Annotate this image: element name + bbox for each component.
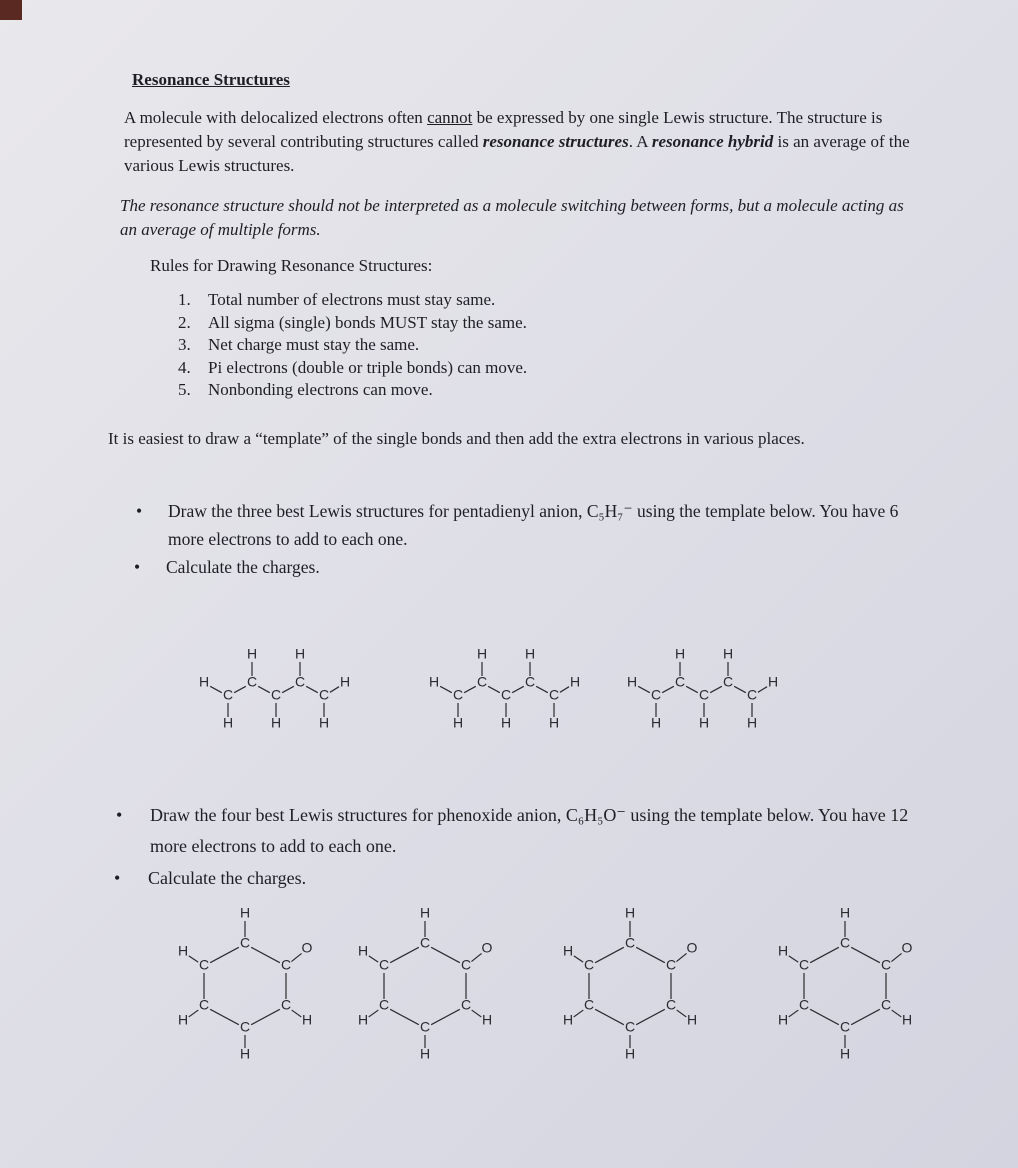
carbon-atom: C: [280, 956, 292, 973]
carbon-atom: C: [583, 956, 595, 973]
bond-line: [390, 947, 419, 962]
hydrogen-atom: H: [624, 1045, 636, 1062]
phenoxide-instruction: [116, 800, 930, 862]
intro-underlined-word: cannot: [427, 108, 473, 127]
italic-note: The resonance structure should not be interpreted as a molecule switching between forms, but a molecule acting as an average of multiple forms.: [120, 196, 904, 239]
oxygen-atom: O: [481, 939, 493, 956]
bond-line: [758, 687, 767, 693]
bond-line: [390, 1009, 419, 1024]
hydrogen-atom: H: [419, 904, 431, 921]
carbon-atom: C: [378, 996, 390, 1013]
hydrogen-atom: H: [294, 645, 306, 662]
intro-text: A molecule with delocalized electrons often: [124, 108, 428, 127]
hydrogen-atom: H: [624, 904, 636, 921]
intro-text: be expressed by one single Lewis structure. The structure is represented by several contributing structures called: [124, 108, 883, 151]
bond-line: [292, 1010, 302, 1017]
carbon-atom: C: [839, 1018, 851, 1035]
carbon-atom: C: [222, 686, 234, 703]
bond-line: [369, 956, 378, 962]
bond-line: [810, 947, 839, 962]
pentadienyl-template-3: [618, 645, 788, 735]
bond-line: [891, 953, 901, 961]
instruction-text: Calculate the charges.: [166, 557, 320, 577]
hydrogen-atom: H: [476, 645, 488, 662]
bond-line: [234, 686, 246, 692]
hydrogen-atom: H: [339, 673, 351, 690]
bond-line: [431, 947, 460, 962]
hydrogen-atom: H: [246, 645, 258, 662]
rule-number: 4.: [178, 357, 191, 377]
carbon-atom: C: [674, 673, 686, 690]
rule-text: Total number of electrons must stay same.: [208, 290, 496, 309]
bond-line: [189, 1010, 199, 1017]
oxygen-atom: O: [901, 939, 913, 956]
carbon-atom: C: [239, 934, 251, 951]
carbon-atom: C: [839, 934, 851, 951]
instruction-text: Draw the four best Lewis structures for phenoxide anion, C₆H₅O⁻ using the template below. You have 12 more electrons to add to each one.: [150, 805, 909, 856]
bond-line: [258, 686, 270, 692]
rule-text: Nonbonding electrons can move.: [208, 380, 433, 399]
term-resonance-hybrid: resonance hybrid: [651, 132, 774, 151]
hydrogen-atom: H: [177, 1011, 189, 1028]
bullet-dot: •: [114, 868, 121, 888]
bond-line: [306, 686, 318, 692]
hydrogen-atom: H: [239, 1045, 251, 1062]
bond-line: [369, 1010, 379, 1017]
hydrogen-atom: H: [562, 942, 574, 959]
bond-line: [251, 947, 280, 962]
carbon-atom: C: [665, 956, 677, 973]
bond-line: [574, 1010, 584, 1017]
bond-line: [676, 953, 686, 961]
bond-line: [210, 1009, 239, 1024]
pentadienyl-template-1: [190, 645, 360, 735]
instruction-text: Draw the three best Lewis structures for pentadienyl anion, C₅H₇⁻ using the template below. You have 6 more electrons to add to each one.: [168, 501, 899, 549]
carbon-atom: C: [318, 686, 330, 703]
oxygen-atom: O: [686, 939, 698, 956]
carbon-atom: C: [419, 1018, 431, 1035]
carbon-atom: C: [500, 686, 512, 703]
bond-line: [431, 1009, 460, 1024]
carbon-atom: C: [280, 996, 292, 1013]
hydrogen-atom: H: [901, 1011, 913, 1028]
bond-line: [251, 1009, 280, 1024]
oxygen-atom: O: [301, 939, 313, 956]
photo-corner: [0, 0, 22, 20]
bond-line: [892, 1010, 902, 1017]
hydrogen-atom: H: [357, 942, 369, 959]
pentadienyl-charges: [134, 553, 320, 581]
bond-line: [210, 947, 239, 962]
rule-number: 2.: [178, 312, 191, 332]
bond-line: [560, 687, 569, 693]
bond-line: [595, 1009, 624, 1024]
hydrogen-atom: H: [500, 714, 512, 731]
hydrogen-atom: H: [481, 1011, 493, 1028]
bond-line: [536, 686, 548, 692]
rule-item: [178, 334, 527, 357]
carbon-atom: C: [880, 996, 892, 1013]
rule-item: [178, 357, 527, 380]
hydrogen-atom: H: [767, 673, 779, 690]
rules-list: [178, 289, 527, 402]
carbon-atom: C: [378, 956, 390, 973]
hydrogen-atom: H: [626, 673, 638, 690]
bond-line: [210, 686, 222, 692]
carbon-atom: C: [722, 673, 734, 690]
bond-line: [677, 1010, 687, 1017]
instruction-text: Calculate the charges.: [148, 868, 307, 888]
bond-line: [810, 1009, 839, 1024]
phenoxide-charges: [114, 864, 307, 892]
bond-line: [440, 686, 452, 692]
hydrogen-atom: H: [777, 942, 789, 959]
hydrogen-atom: H: [270, 714, 282, 731]
intro-text: is an average of the various Lewis structures.: [124, 132, 910, 175]
hydrogen-atom: H: [452, 714, 464, 731]
bond-line: [636, 1009, 665, 1024]
phenoxide-template-3: [555, 902, 705, 1067]
bullet-dot: •: [134, 557, 141, 577]
page-title: Resonance Structures: [132, 70, 290, 89]
phenoxide-template-4: [770, 902, 920, 1067]
bond-line: [472, 1010, 482, 1017]
carbon-atom: C: [294, 673, 306, 690]
rules-heading: Rules for Drawing Resonance Structures:: [150, 256, 433, 275]
carbon-atom: C: [246, 673, 258, 690]
bond-line: [512, 686, 524, 692]
carbon-atom: C: [798, 996, 810, 1013]
hydrogen-atom: H: [777, 1011, 789, 1028]
rule-text: Pi electrons (double or triple bonds) can move.: [208, 357, 528, 377]
bond-line: [734, 686, 746, 692]
rule-text: Net charge must stay the same.: [208, 335, 420, 354]
carbon-atom: C: [624, 1018, 636, 1035]
bond-line: [710, 686, 722, 692]
rule-item: [178, 312, 527, 335]
bond-line: [789, 956, 798, 962]
hydrogen-atom: H: [222, 714, 234, 731]
carbon-atom: C: [198, 996, 210, 1013]
carbon-atom: C: [198, 956, 210, 973]
pentadienyl-template-2: [420, 645, 590, 735]
hydrogen-atom: H: [524, 645, 536, 662]
bond-line: [471, 953, 481, 961]
carbon-atom: C: [650, 686, 662, 703]
hydrogen-atom: H: [301, 1011, 313, 1028]
hydrogen-atom: H: [722, 645, 734, 662]
intro-text: . A: [628, 132, 652, 151]
rule-number: 1.: [178, 290, 191, 309]
hydrogen-atom: H: [686, 1011, 698, 1028]
bond-line: [330, 687, 339, 693]
hydrogen-atom: H: [548, 714, 560, 731]
template-note: It is easiest to draw a “template” of the single bonds and then add the extra electrons in various places.: [108, 429, 805, 448]
carbon-atom: C: [880, 956, 892, 973]
phenoxide-template-1: [170, 902, 320, 1067]
hydrogen-atom: H: [239, 904, 251, 921]
hydrogen-atom: H: [357, 1011, 369, 1028]
rule-number: 3.: [178, 335, 191, 354]
hydrogen-atom: H: [177, 942, 189, 959]
bond-line: [851, 947, 880, 962]
bond-line: [686, 686, 698, 692]
carbon-atom: C: [452, 686, 464, 703]
carbon-atom: C: [460, 956, 472, 973]
carbon-atom: C: [698, 686, 710, 703]
hydrogen-atom: H: [674, 645, 686, 662]
hydrogen-atom: H: [839, 904, 851, 921]
rule-item: [178, 289, 527, 312]
bond-line: [282, 686, 294, 692]
bond-line: [595, 947, 624, 962]
bullet-dot: •: [136, 501, 143, 521]
hydrogen-atom: H: [569, 673, 581, 690]
hydrogen-atom: H: [698, 714, 710, 731]
bond-line: [574, 956, 583, 962]
term-resonance-structures: resonance structures: [482, 132, 629, 151]
bullet-dot: •: [116, 805, 123, 825]
bond-line: [662, 686, 674, 692]
bond-line: [851, 1009, 880, 1024]
rule-text: All sigma (single) bonds MUST stay the same.: [208, 312, 527, 332]
bond-line: [291, 953, 301, 961]
bond-line: [789, 1010, 799, 1017]
carbon-atom: C: [548, 686, 560, 703]
rule-number: 5.: [178, 380, 191, 399]
carbon-atom: C: [583, 996, 595, 1013]
hydrogen-atom: H: [318, 714, 330, 731]
bond-line: [189, 956, 198, 962]
carbon-atom: C: [460, 996, 472, 1013]
hydrogen-atom: H: [839, 1045, 851, 1062]
bond-line: [488, 686, 500, 692]
carbon-atom: C: [624, 934, 636, 951]
hydrogen-atom: H: [746, 714, 758, 731]
bond-line: [636, 947, 665, 962]
hydrogen-atom: H: [198, 673, 210, 690]
hydrogen-atom: H: [650, 714, 662, 731]
carbon-atom: C: [746, 686, 758, 703]
carbon-atom: C: [665, 996, 677, 1013]
pentadienyl-instruction: [136, 497, 928, 553]
carbon-atom: C: [270, 686, 282, 703]
carbon-atom: C: [524, 673, 536, 690]
rule-item: [178, 379, 527, 402]
carbon-atom: C: [419, 934, 431, 951]
hydrogen-atom: H: [428, 673, 440, 690]
bond-line: [638, 686, 650, 692]
hydrogen-atom: H: [419, 1045, 431, 1062]
intro-paragraph: [124, 106, 924, 178]
bond-line: [464, 686, 476, 692]
carbon-atom: C: [476, 673, 488, 690]
carbon-atom: C: [798, 956, 810, 973]
phenoxide-template-2: [350, 902, 500, 1067]
carbon-atom: C: [239, 1018, 251, 1035]
hydrogen-atom: H: [562, 1011, 574, 1028]
